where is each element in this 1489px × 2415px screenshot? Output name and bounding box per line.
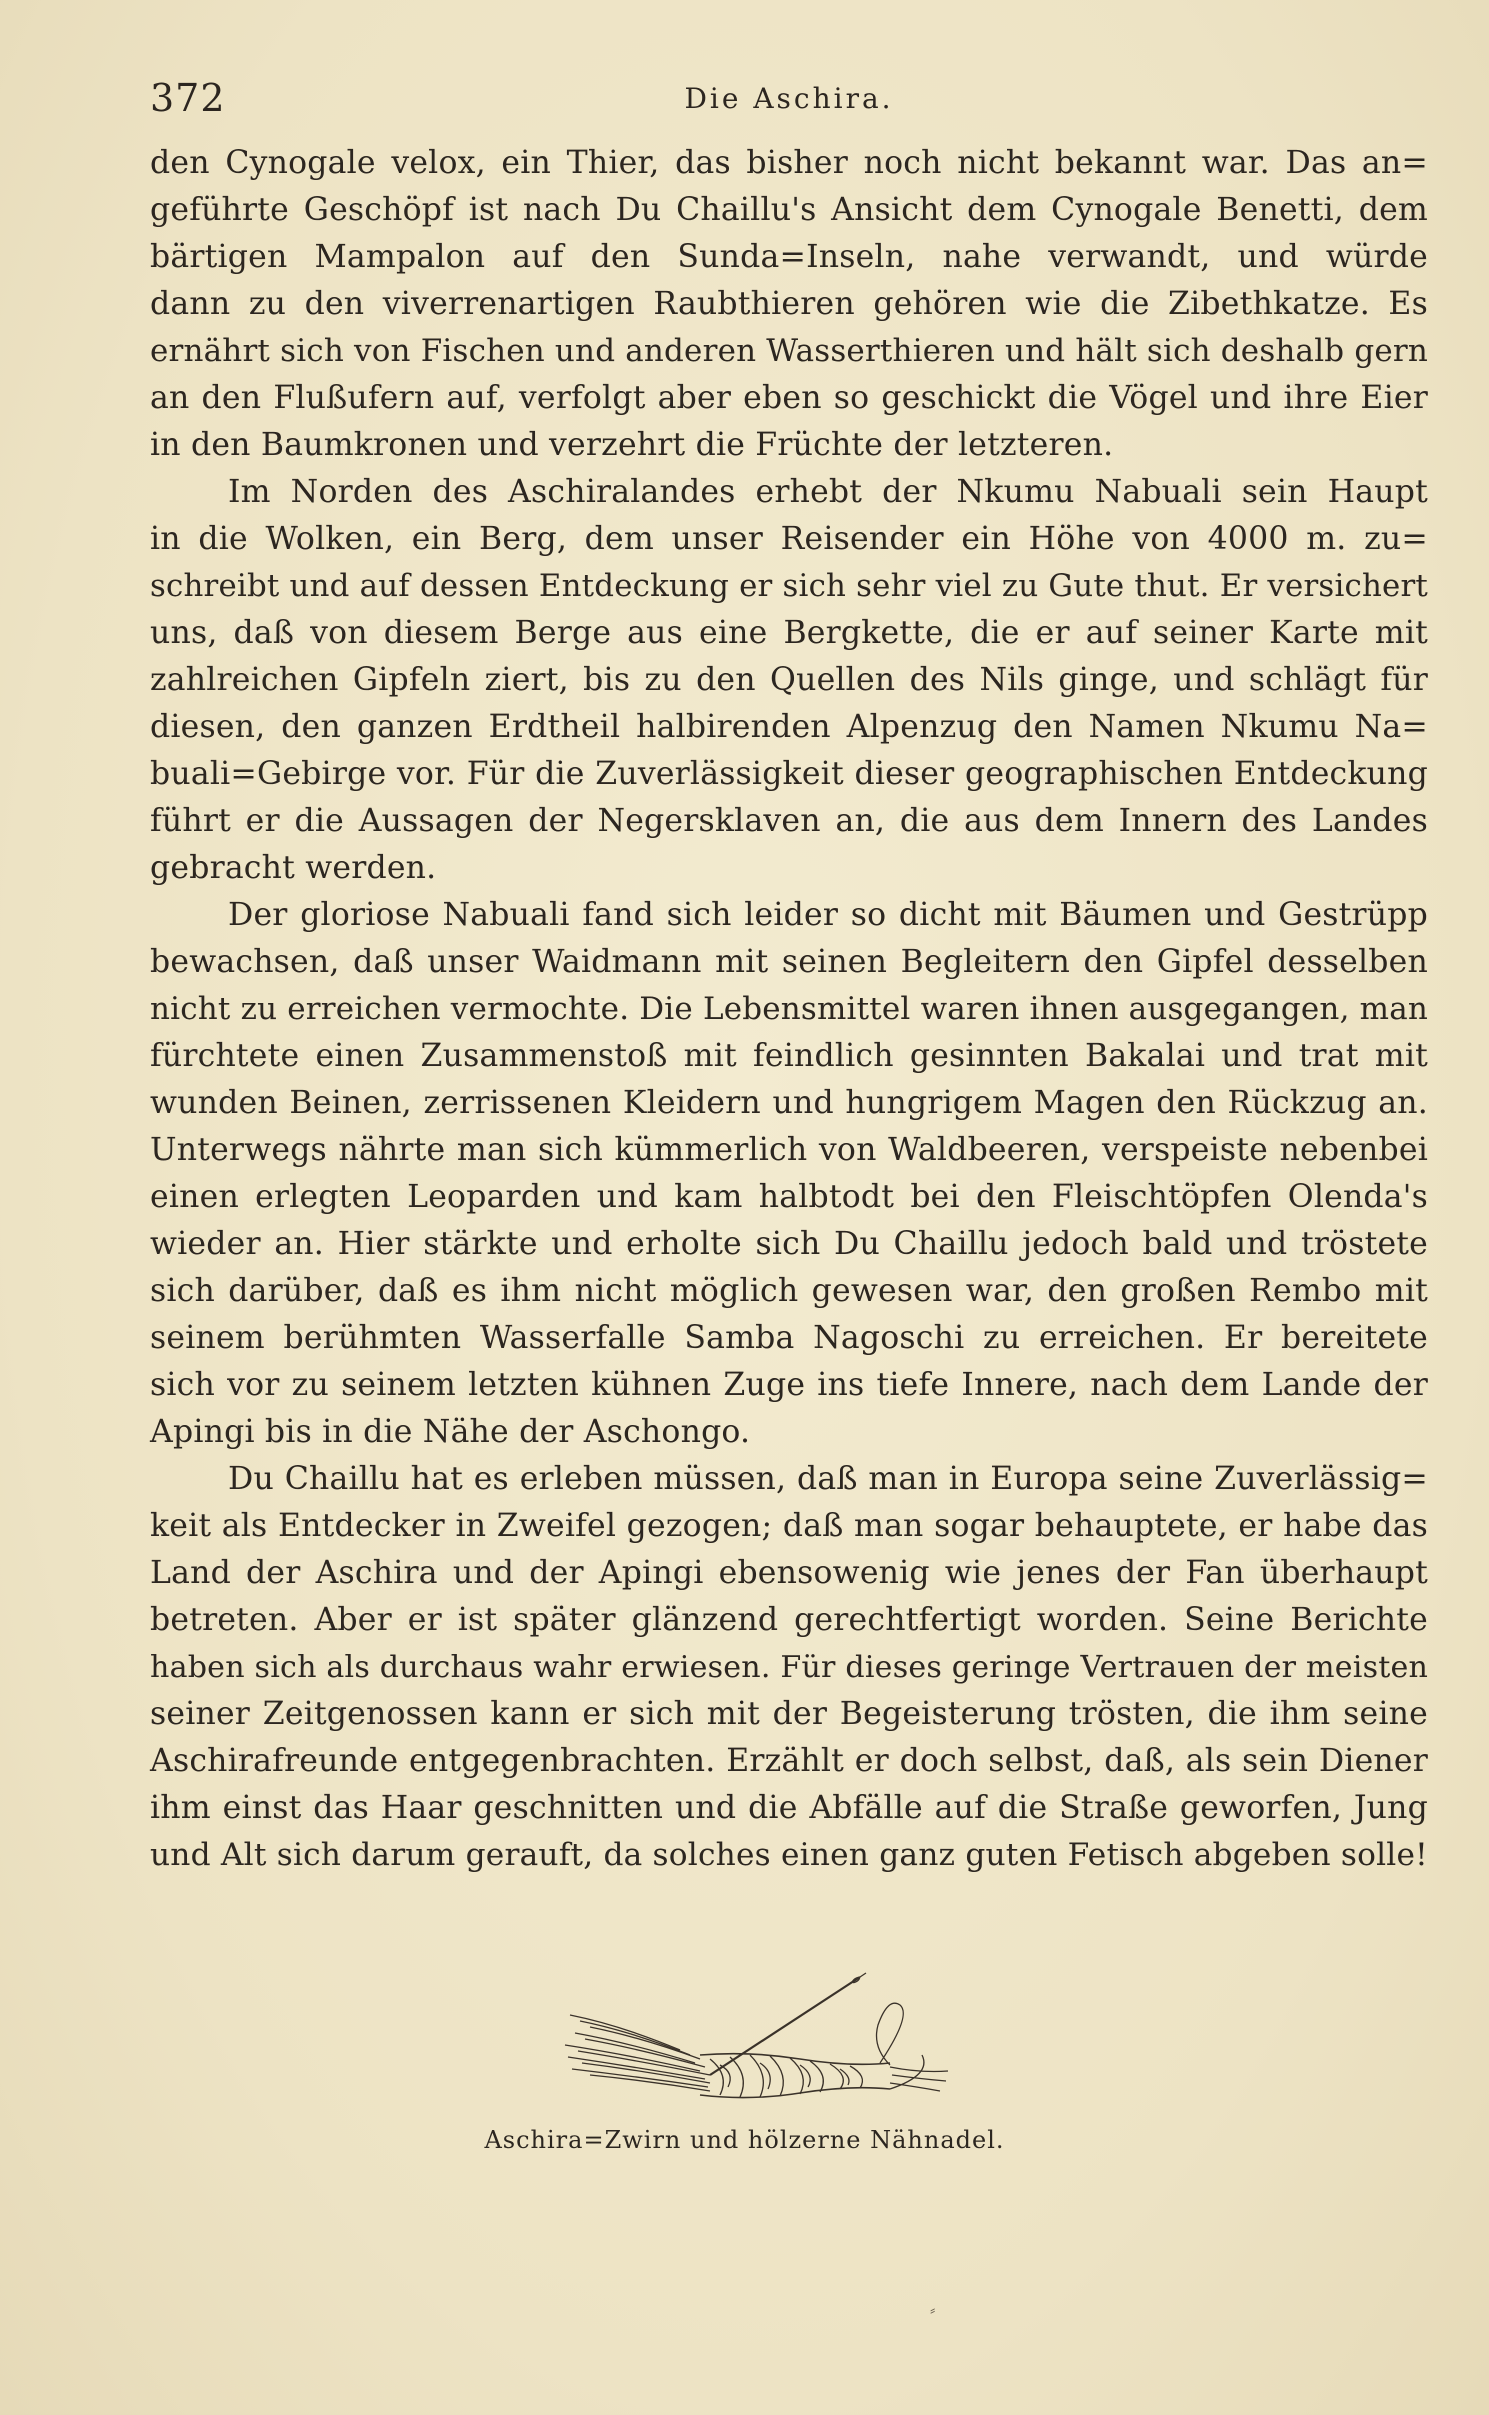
text-line: Im Norden des Aschiralandes erhebt der Nkumu Nabuali sein Haupt (228, 474, 1428, 510)
text-line: seiner Zeitgenossen kann er sich mit der Begeisterung trösten, die ihm seine (150, 1696, 1428, 1732)
text-line: in die Wolken, ein Berg, dem unser Reisender ein Höhe von 4000 m. zu= (150, 521, 1428, 557)
page-header (150, 76, 1428, 126)
twisted-cord-icon (560, 1955, 950, 2125)
text-line: fürchtete einen Zusammenstoß mit feindlich gesinnten Bakalai und trat mit (150, 1038, 1428, 1074)
body-text (150, 140, 1428, 1879)
cord-and-needle-illustration (560, 1955, 950, 2125)
text-line: dann zu den viverrenartigen Raubthieren gehören wie die Zibethkatze. Es (150, 286, 1428, 322)
running-title: Die Aschira. (684, 82, 894, 115)
text-line: keit als Entdecker in Zweifel gezogen; daß man sogar behauptete, er habe das (150, 1508, 1428, 1544)
text-line: wieder an. Hier stärkte und erholte sich Du Chaillu jedoch bald und tröstete (150, 1226, 1428, 1262)
text-line: seinem berühmten Wasserfalle Samba Nagoschi zu erreichen. Er bereitete (150, 1320, 1428, 1356)
text-line: haben sich als durchaus wahr erwiesen. Für dieses geringe Vertrauen der meisten (150, 1650, 1429, 1685)
text-line: an den Flußufern auf, verfolgt aber eben so geschickt die Vögel und ihre Eier (150, 380, 1428, 416)
text-line: sich darüber, daß es ihm nicht möglich gewesen war, den großen Rembo mit (150, 1273, 1428, 1309)
text-line: führt er die Aussagen der Negersklaven an, die aus dem Innern des Landes (150, 803, 1428, 839)
text-line: bewachsen, daß unser Waidmann mit seinen Begleitern den Gipfel desselben (150, 944, 1428, 980)
figure-caption: Aschira=Zwirn und hölzerne Nähnadel. (484, 2126, 1005, 2154)
text-line: Unterwegs nährte man sich kümmerlich von Waldbeeren, verspeiste nebenbei (150, 1132, 1428, 1168)
text-line: ihm einst das Haar geschnitten und die Abfälle auf die Straße geworfen, Jung (150, 1790, 1428, 1826)
text-line: und Alt sich darum gerauft, da solches einen ganz guten Fetisch abgeben solle! (150, 1837, 1428, 1873)
footer-mark: ⸗ (930, 2300, 936, 2319)
text-line: in den Baumkronen und verzehrt die Früchte der letzteren. (150, 427, 1114, 463)
text-line: geführte Geschöpf ist nach Du Chaillu's Ansicht dem Cynogale Benetti, dem (150, 192, 1428, 228)
text-line: Land der Aschira und der Apingi ebensowenig wie jenes der Fan überhaupt (150, 1555, 1428, 1591)
text-line: schreibt und auf dessen Entdeckung er sich sehr viel zu Gute thut. Er versichert (150, 568, 1428, 604)
page-number: 372 (150, 76, 226, 120)
text-line: sich vor zu seinem letzten kühnen Zuge ins tiefe Innere, nach dem Lande der (150, 1367, 1428, 1403)
text-line: bärtigen Mampalon auf den Sunda=Inseln, nahe verwandt, und würde (150, 239, 1428, 275)
text-line: betreten. Aber er ist später glänzend gerechtfertigt worden. Seine Berichte (150, 1602, 1428, 1638)
text-line: uns, daß von diesem Berge aus eine Bergkette, die er auf seiner Karte mit (150, 615, 1428, 651)
text-line: diesen, den ganzen Erdtheil halbirenden Alpenzug den Namen Nkumu Na= (150, 709, 1428, 745)
text-line: ernährt sich von Fischen und anderen Wasserthieren und hält sich deshalb gern (150, 333, 1429, 369)
text-line: Aschirafreunde entgegenbrachten. Erzählt er doch selbst, daß, als sein Diener (150, 1743, 1428, 1779)
text-line: wunden Beinen, zerrissenen Kleidern und hungrigem Magen den Rückzug an. (150, 1085, 1428, 1121)
text-line: zahlreichen Gipfeln ziert, bis zu den Quellen des Nils ginge, und schlägt für (150, 662, 1428, 698)
text-line: Apingi bis in die Nähe der Aschongo. (150, 1414, 751, 1450)
text-line: gebracht werden. (150, 850, 437, 886)
text-line: nicht zu erreichen vermochte. Die Lebensmittel waren ihnen ausgegangen, man (150, 991, 1428, 1027)
text-line: Du Chaillu hat es erleben müssen, daß man in Europa seine Zuverlässig= (228, 1461, 1428, 1497)
text-line: den Cynogale velox, ein Thier, das bisher noch nicht bekannt war. Das an= (150, 145, 1428, 181)
text-line: buali=Gebirge vor. Für die Zuverlässigkeit dieser geographischen Entdeckung (150, 756, 1428, 792)
text-line: Der gloriose Nabuali fand sich leider so dicht mit Bäumen und Gestrüpp (228, 897, 1428, 933)
text-line: einen erlegten Leoparden und kam halbtodt bei den Fleischtöpfen Olenda's (150, 1179, 1428, 1215)
